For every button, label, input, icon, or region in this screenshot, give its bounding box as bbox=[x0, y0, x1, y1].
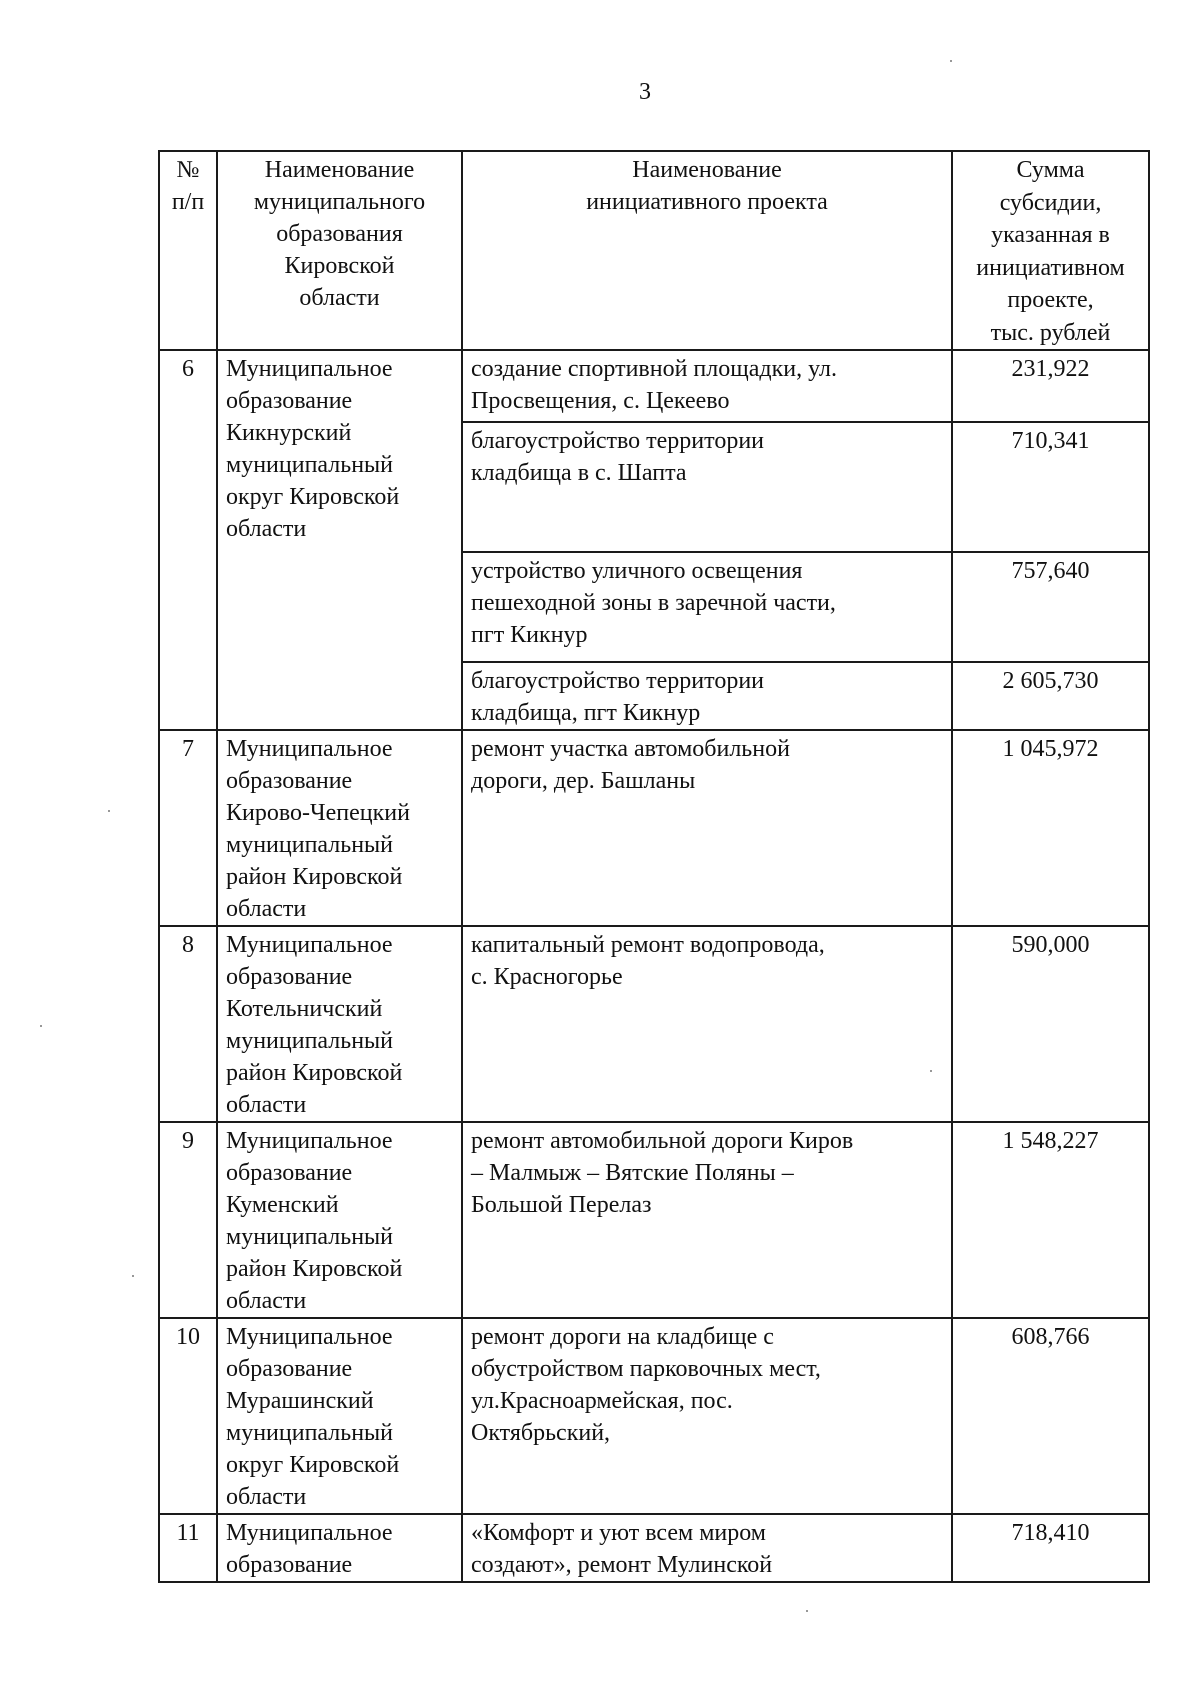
text-line: области bbox=[226, 1484, 307, 1510]
text-line: благоустройство территории bbox=[471, 668, 765, 694]
text-line: Муниципальное bbox=[226, 356, 393, 382]
text-line: ремонт дороги на кладбище с bbox=[471, 1324, 774, 1350]
table-row bbox=[159, 1514, 1149, 1582]
text-line: Кировской bbox=[284, 253, 395, 279]
text-line: муниципальный bbox=[226, 1028, 394, 1054]
text-line: пешеходной зоны в заречной части, bbox=[471, 590, 836, 616]
text-line: образование bbox=[226, 964, 353, 990]
text-line: Котельничский bbox=[226, 996, 383, 1022]
table-row bbox=[159, 1122, 1149, 1318]
project-name bbox=[462, 1122, 952, 1318]
text-line: Муниципальное bbox=[226, 1128, 393, 1154]
text-line: район Кировской bbox=[226, 1060, 403, 1086]
text-line: район Кировской bbox=[226, 1256, 403, 1282]
subsidy-amount: 608,766 bbox=[952, 1318, 1149, 1514]
text-line: дороги, дер. Башланы bbox=[471, 768, 696, 794]
text-line: муниципальный bbox=[226, 1420, 394, 1446]
subsidy-amount: 1 548,227 bbox=[952, 1122, 1149, 1318]
municipality-name bbox=[217, 1122, 462, 1318]
text-line: устройство уличного освещения bbox=[471, 558, 803, 584]
text-line: Просвещения, с. Цекеево bbox=[471, 388, 730, 414]
text-line: Куменский bbox=[226, 1192, 339, 1218]
text-line: Кикнурский bbox=[226, 420, 352, 446]
scan-speck bbox=[108, 810, 110, 812]
text-line: округ Кировской bbox=[226, 484, 400, 510]
subsidy-amount: 590,000 bbox=[952, 926, 1149, 1122]
text-line: образование bbox=[226, 1160, 353, 1186]
text-line: Большой Перелаз bbox=[471, 1192, 652, 1218]
project-name bbox=[462, 662, 952, 730]
text-line: создание спортивной площадки, ул. bbox=[471, 356, 838, 382]
municipality-name bbox=[217, 1514, 462, 1582]
scan-speck bbox=[930, 1070, 932, 1072]
municipality-name bbox=[217, 1318, 462, 1514]
table-row bbox=[159, 1318, 1149, 1514]
text-line: муниципальный bbox=[226, 1224, 394, 1250]
text-line: муниципальный bbox=[226, 452, 394, 478]
text-line: тыс. рублей bbox=[990, 319, 1111, 346]
text-line: Наименование bbox=[264, 157, 415, 183]
row-number: 7 bbox=[159, 730, 217, 926]
municipality-name bbox=[217, 730, 462, 926]
header-project bbox=[462, 151, 952, 350]
text-line: район Кировской bbox=[226, 864, 403, 890]
text-line: обустройством парковочных мест, bbox=[471, 1356, 821, 1382]
subsidy-table bbox=[158, 150, 1150, 1583]
text-line: создают», ремонт Мулинской bbox=[471, 1552, 773, 1578]
text-line: Кирово-Чепецкий bbox=[226, 800, 410, 826]
text-line: области bbox=[226, 1288, 307, 1314]
text-line: указанная в bbox=[991, 222, 1110, 248]
table-row bbox=[159, 350, 1149, 422]
page-number: 3 bbox=[639, 79, 651, 105]
scan-speck bbox=[950, 60, 952, 62]
subsidy-amount: 718,410 bbox=[952, 1514, 1149, 1582]
text-line: капитальный ремонт водопровода, bbox=[471, 932, 825, 958]
text-line: образования bbox=[276, 221, 403, 247]
scan-speck bbox=[806, 1610, 808, 1612]
header-amount bbox=[952, 151, 1149, 350]
text-line: ул.Красноармейская, пос. bbox=[471, 1388, 733, 1414]
text-line: «Комфорт и уют всем миром bbox=[471, 1520, 766, 1546]
text-line: пгт Кикнур bbox=[471, 622, 588, 648]
project-name bbox=[462, 422, 952, 552]
table-header-row bbox=[159, 151, 1149, 350]
text-line: области bbox=[299, 285, 380, 311]
row-number: 11 bbox=[159, 1514, 217, 1582]
text-line: области bbox=[226, 896, 307, 922]
row-number: 6 bbox=[159, 350, 217, 730]
project-name bbox=[462, 350, 952, 422]
text-line: проекте, bbox=[1007, 287, 1094, 313]
text-line: благоустройство территории bbox=[471, 428, 765, 454]
text-line: – Малмыж – Вятские Поляны – bbox=[471, 1160, 794, 1186]
text-line: с. Красногорье bbox=[471, 964, 623, 990]
text-line: инициативном bbox=[976, 254, 1125, 281]
text-line: ремонт участка автомобильной bbox=[471, 736, 790, 762]
text-line: Октябрьский, bbox=[471, 1420, 611, 1446]
text-line: муниципальный bbox=[226, 832, 394, 858]
municipality-name bbox=[217, 926, 462, 1122]
subsidy-amount: 710,341 bbox=[952, 422, 1149, 552]
text-line: Муниципальное bbox=[226, 932, 393, 958]
subsidy-amount: 1 045,972 bbox=[952, 730, 1149, 926]
text-line: Муниципальное bbox=[226, 1520, 393, 1546]
project-name bbox=[462, 730, 952, 926]
scan-speck bbox=[132, 1275, 134, 1277]
text-line: округ Кировской bbox=[226, 1452, 400, 1478]
text-line: ремонт автомобильной дороги Киров bbox=[471, 1128, 854, 1154]
text-line: п/п bbox=[171, 189, 205, 215]
text-line: образование bbox=[226, 1356, 353, 1382]
text-line: Муниципальное bbox=[226, 1324, 393, 1350]
project-name bbox=[462, 1514, 952, 1582]
text-line: Мурашинский bbox=[226, 1388, 374, 1414]
text-line: инициативного проекта bbox=[586, 189, 828, 215]
scan-speck bbox=[40, 1025, 42, 1027]
text-line: муниципального bbox=[253, 189, 426, 215]
project-name bbox=[462, 552, 952, 662]
table-row bbox=[159, 730, 1149, 926]
project-name bbox=[462, 926, 952, 1122]
text-line: образование bbox=[226, 388, 353, 414]
project-name bbox=[462, 1318, 952, 1514]
subsidy-amount: 231,922 bbox=[952, 350, 1149, 422]
text-line: области bbox=[226, 1092, 307, 1118]
header-municipality bbox=[217, 151, 462, 350]
row-number: 8 bbox=[159, 926, 217, 1122]
text-line: кладбища в с. Шапта bbox=[471, 460, 687, 486]
text-line: № bbox=[176, 157, 200, 183]
table-row bbox=[159, 926, 1149, 1122]
subsidy-amount: 2 605,730 bbox=[952, 662, 1149, 730]
text-line: образование bbox=[226, 768, 353, 794]
subsidy-amount: 757,640 bbox=[952, 552, 1149, 662]
text-line: образование bbox=[226, 1552, 353, 1578]
text-line: области bbox=[226, 516, 307, 542]
municipality-name bbox=[217, 350, 462, 730]
text-line: Наименование bbox=[632, 157, 782, 183]
row-number: 9 bbox=[159, 1122, 217, 1318]
text-line: Муниципальное bbox=[226, 736, 393, 762]
row-number: 10 bbox=[159, 1318, 217, 1514]
text-line: Сумма bbox=[1016, 157, 1085, 183]
text-line: субсидии, bbox=[999, 189, 1102, 216]
text-line: кладбища, пгт Кикнур bbox=[471, 700, 701, 726]
header-num bbox=[159, 151, 217, 350]
